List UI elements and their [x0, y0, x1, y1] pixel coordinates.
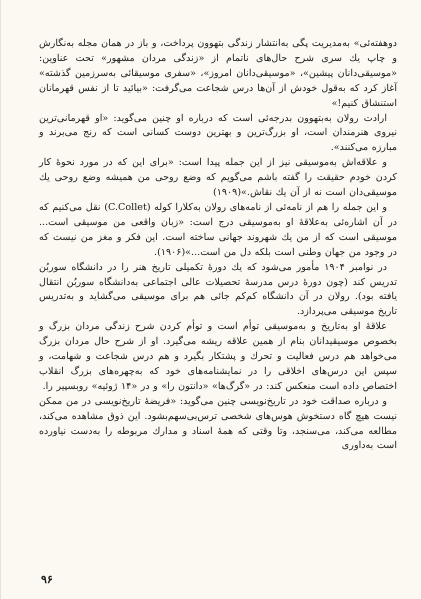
body-text — [39, 37, 397, 454]
paragraph-7: و درباره صداقت خود در تاریخ‌نویسی چنین می‌گوید: «فریضهٔ تاریخ‌نویسی در من ممکن نیست هیچ گاه دستخوش هوس‌های شخصی ترس‌بی‌سهم‌بشود. این ذوق مشاهده می‌کند، مطالعه می‌کند، می‌سنجد، وتا وقتی که همهٔ اسناد و مدارك مربوطه را به‌دست نیاورده است به‌داوری — [39, 395, 397, 452]
paragraph-1: دوهفته‌ئی» به‌مدیریت پگی به‌انتشار زندگی بتهوون پرداخت، و باز در همان مجله به‌نگارش و چاپ یك سری شرح حال‌های ناتمام از «زندگی مردان مشهور» تحت عناوین: «موسیقی‌دانان پیشین»، «موسیقی‌دانان امروز»، «سفری موسیقائی به‌سرزمین گذشته» آغاز کرد که به‌قول خودش از آن‌ها درس شجاعت می‌گرفت: «بیائید تا از نفس قهرمانان استنشاق کنیم!» — [39, 38, 397, 109]
paragraph-6: علاقهٔ او به‌تاریخ و به‌موسیقی توأم است و توأم کردن شرح زندگی مردان بزرگ و بخصوص موسیقیدانان بنام از همین علاقه ریشه می‌گیرد. او از شرح حال مردان بزرگ می‌خواهد هم درس فعالیت و تحرك و پشتکار بگیرد و هم درس شجاعت و شهامت، و سپس این درس‌های اخلاقی را در نمایشنامه‌های خود که به‌چهره‌های بزرگ انقلاب اختصاص داده است منعکس کند: در «گرگ‌ها» «دانتون را» و در «۱۴ ژوئیه» روبسپیر را. — [39, 321, 397, 392]
page-number: ۹۶ — [41, 573, 53, 586]
paragraph-3: و علاقه‌اش به‌موسیقی نیز از این جمله پیدا است: «برای این که در مورد نحوهٔ کار کردن خودم حقیقت را گفته باشم می‌گویم که وضع روحی من همیشه وضع روحی یك موسیقی‌دان است نه از آن یك نقاش.»(۱۹۰۹) — [39, 157, 397, 199]
paragraph-5: در نوامبر ۱۹۰۴ مأمور می‌شود که یك دورهٔ تکمیلی تاریخ هنر را در دانشگاه سوربُن تدریس کند (چون دورهٔ درس مدرسهٔ تحصیلات عالی اجتماعی به‌دانشگاه سوربُن انتقال یافته بود). رولان در آن دانشگاه کم‌کم جائی هم برای موسیقی می‌گشاید و به‌تدریس تاریخ موسیقی می‌پردازد. — [39, 261, 397, 318]
paragraph-2: ارادت رولان به‌بتهوون بدرجه‌ئی است که درباره او چنین می‌گوید: «او قهرمانی‌ترین نیروی هنرمندان است، او بزرگ‌ترین و بهترین دوست کسانی است که رنج می‌برند و مبارزه می‌کنند». — [39, 112, 397, 154]
paragraph-4: و این جمله را هم از نامه‌ئی از نامه‌های رولان به‌کلارا کوله (C.Collet) نقل می‌کنیم که در آن اشاره‌ئی به‌علاقهٔ او به‌موسیقی درج است: «زبان واقعی من موسیقی است... موسیقی است که از من یك شهروند جهانی ساخته است. این فکر و مغز من نیست که در وجود من جهان وطنی است بلکه دل من است...»(۱۹۰۶). — [39, 201, 397, 258]
